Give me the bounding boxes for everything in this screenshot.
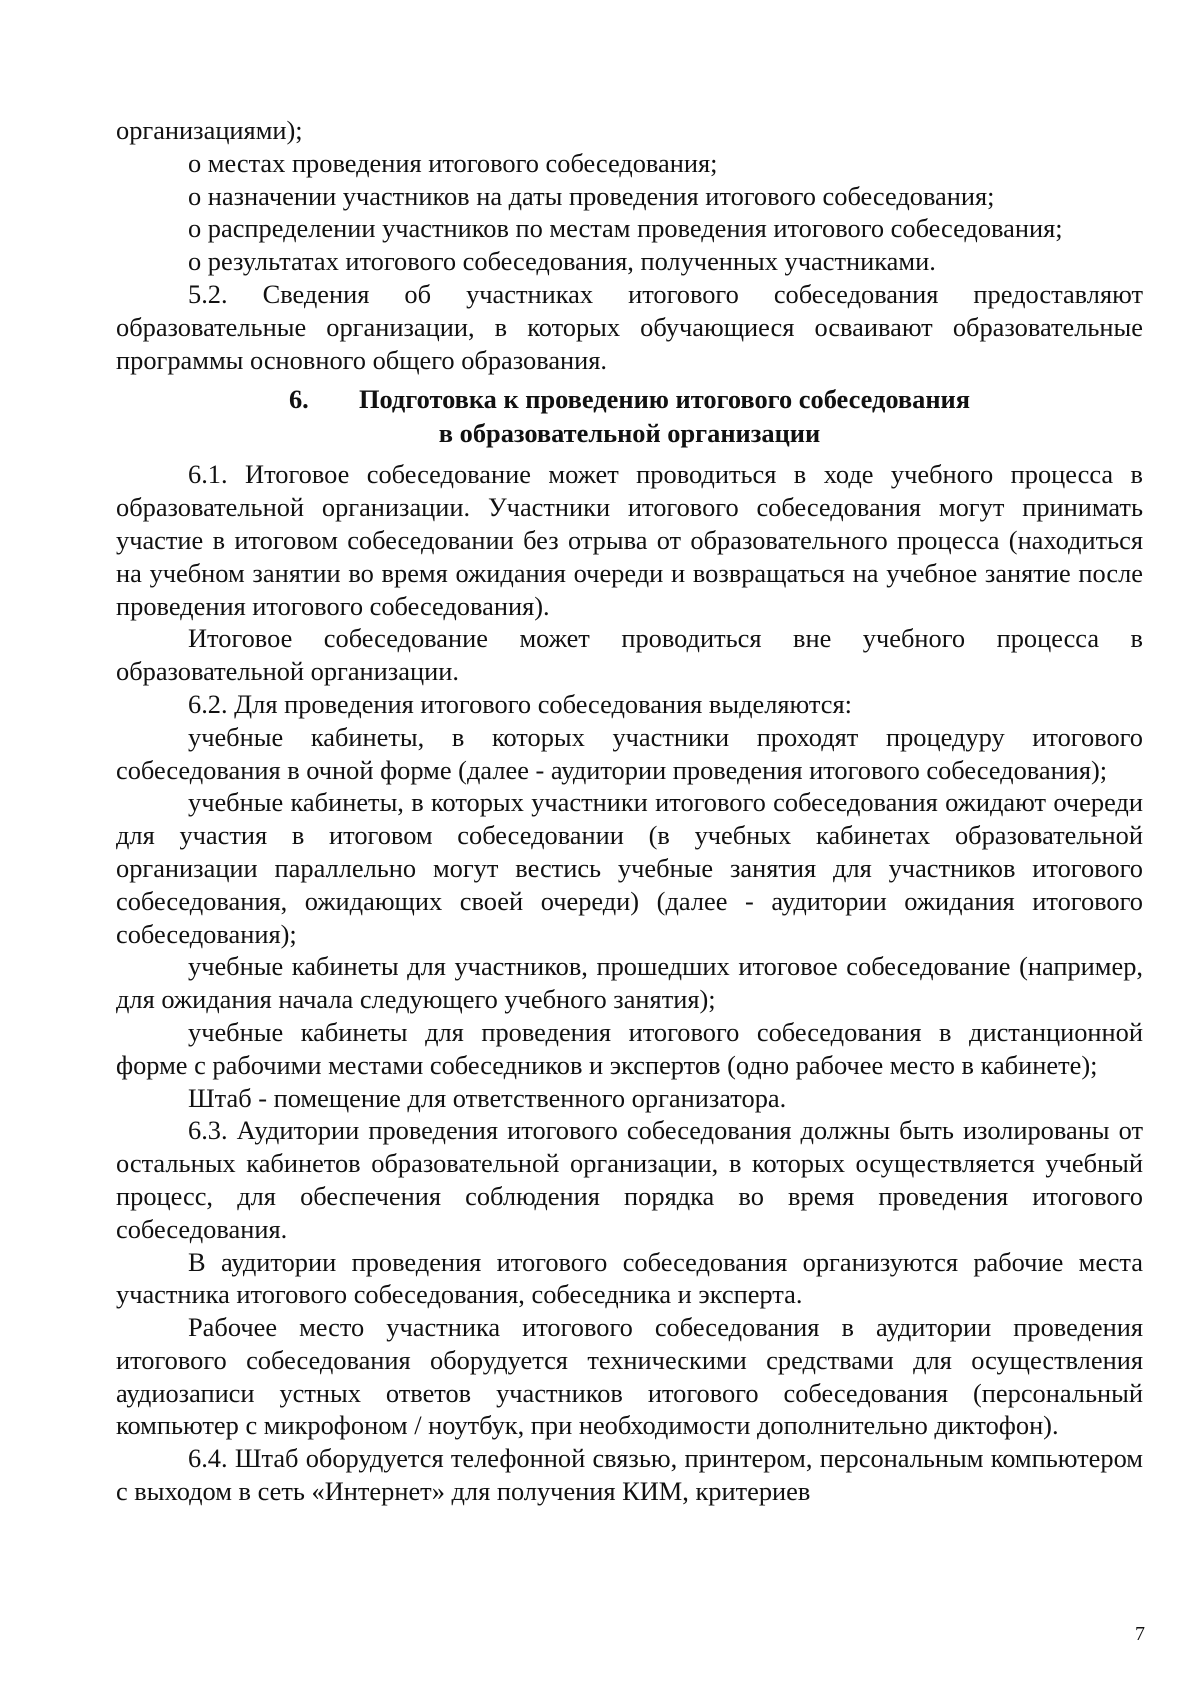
document-page [116,114,1143,1508]
section-heading-line-1 [116,382,1143,416]
paragraph: организациями); [116,115,303,145]
paragraph: учебные кабинеты, в которых участники итогового собеседования ожидают очереди для участия в итоговом собеседовании (в учебных кабинетах образовательной организации параллельно могут вестись учебные занятия для участников итогового собеседования, ожидающих своей очереди) (далее - аудитории ожидания итогового собеседования); [116,787,1143,949]
paragraph: Рабочее место участника итогового собеседования в аудитории проведения итогового собеседования оборудуется техническими средствами для осуществления аудиозаписи устных ответов участников итогового собеседования (персональный компьютер с микрофоном / ноутбук, при необходимости дополнительно диктофон). [116,1312,1143,1441]
paragraph: 6.4. Штаб оборудуется телефонной связью, принтером, персональным компьютером с выходом в сеть «Интернет» для получения КИМ, критериев [116,1443,1143,1507]
section-number: 6. [288,384,309,415]
paragraph: Итоговое собеседование может проводиться вне учебного процесса в образовательной организации. [116,623,1143,687]
paragraph: учебные кабинеты, в которых участники проходят процедуру итогового собеседования в очной форме (далее - аудитории проведения итогового собеседования); [116,721,1143,785]
paragraph: о назначении участников на даты проведения итогового собеседования; [188,180,995,211]
paragraph: Штаб - помещение для ответственного организатора. [188,1082,787,1113]
paragraph: В аудитории проведения итогового собеседования организуются рабочие места участника итогового собеседования, собеседника и эксперта. [116,1246,1143,1310]
section-heading-line-2: в образовательной организации [438,418,821,449]
paragraph: учебные кабинеты для проведения итогового собеседования в дистанционной форме с рабочими местами собеседников и экспертов (одно рабочее место в кабинете); [116,1016,1143,1080]
paragraph: учебные кабинеты для участников, прошедших итоговое собеседование (например, для ожидания начала следующего учебного занятия); [116,951,1143,1015]
section-title: Подготовка к проведению итогового собеседования [358,384,971,415]
paragraph: о результатах итогового собеседования, полученных участниками. [188,246,936,277]
paragraph: 5.2. Сведения об участниках итогового собеседования предоставляют образовательные организации, в которых обучающиеся осваивают образовательные программы основного общего образования. [116,278,1143,375]
paragraph: 6.1. Итоговое собеседование может проводиться в ходе учебного процесса в образовательной организации. Участники итогового собеседования могут принимать участие в итоговом собеседовании без отрыва от образовательного процесса (находиться на учебном занятии во время ожидания очереди и возвращаться на учебное занятие после проведения итогового собеседования). [116,459,1143,621]
paragraph: о местах проведения итогового собеседования; [188,147,718,178]
paragraph: 6.3. Аудитории проведения итогового собеседования должны быть изолированы от остальных кабинетов образовательной организации, в которых осуществляется учебный процесс, для обеспечения соблюдения порядка во время проведения итогового собеседования. [116,1115,1143,1244]
section-heading [116,382,1143,450]
paragraph: 6.2. Для проведения итогового собеседования выделяются: [188,688,852,719]
paragraph: о распределении участников по местам проведения итогового собеседования; [188,213,1063,244]
page-number: 7 [1135,1623,1145,1645]
